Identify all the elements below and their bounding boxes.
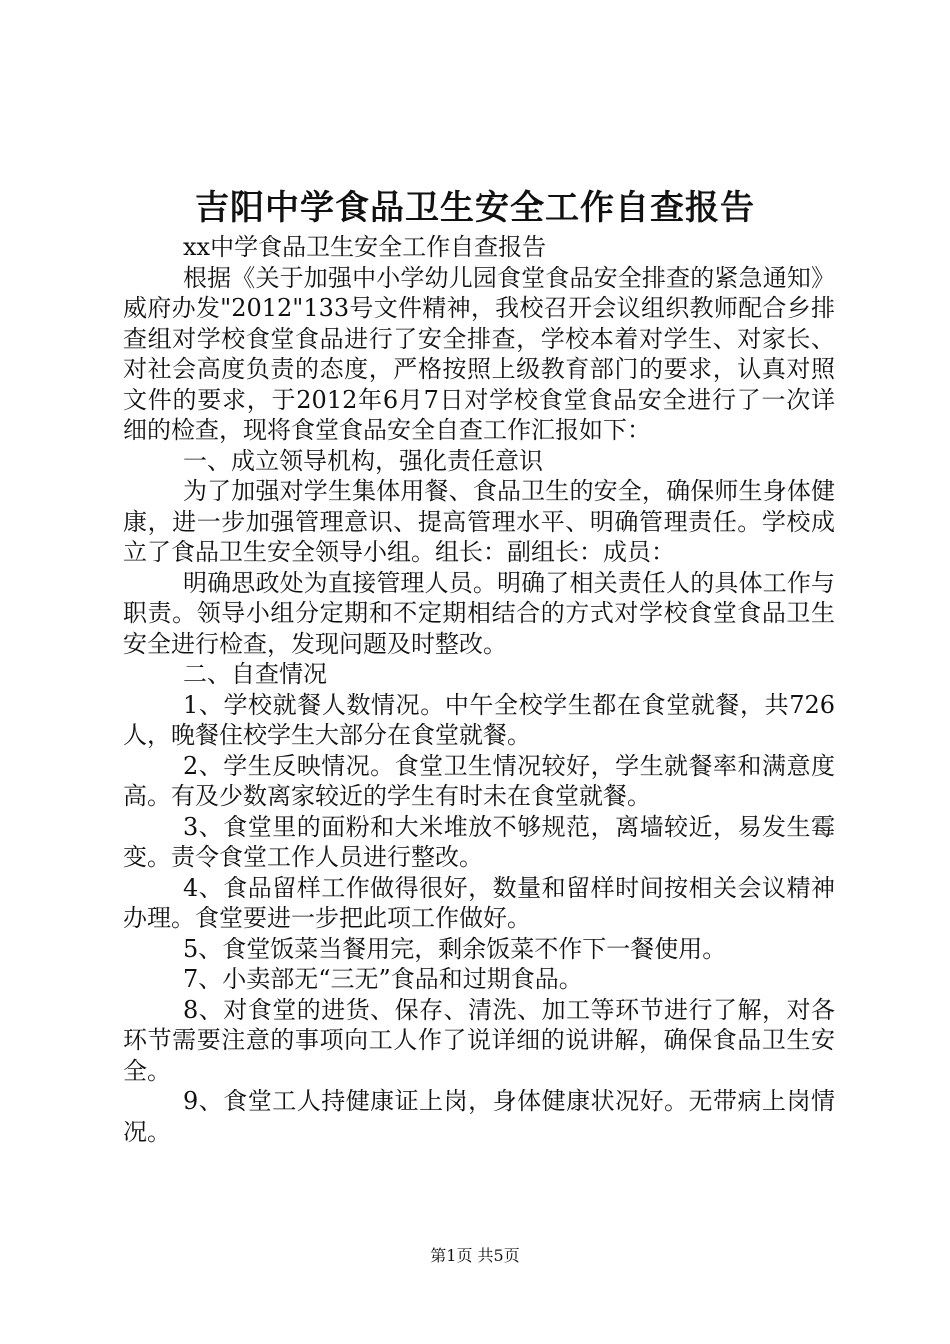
paragraph: 为了加强对学生集体用餐、食品卫生的安全，确保师生身体健康，进一步加强管理意识、提高管理水平、明确管理责任。学校成立了食品卫生安全领导小组。组长：副组长：成员： — [123, 477, 835, 566]
page-footer: 第1页 共5页 — [430, 1246, 520, 1265]
list-item: 2、学生反映情况。食堂卫生情况较好，学生就餐率和满意度高。有及少数离家较近的学生有时未在食堂就餐。 — [123, 751, 835, 810]
paragraph: 明确思政处为直接管理人员。明确了相关责任人的具体工作与职责。领导小组分定期和不定期相结合的方式对学校食堂食品卫生安全进行检查，发现问题及时整改。 — [123, 568, 835, 658]
list-item: 7、小卖部无“三无”食品和过期食品。 — [183, 965, 583, 993]
document-body — [123, 232, 835, 1147]
list-item: 4、食品留样工作做得很好，数量和留样时间按相关会议精神办理。食堂要进一步把此项工作做好。 — [123, 873, 835, 932]
section-heading-1: 一、成立领导机构，强化责任意识 — [183, 446, 543, 475]
list-item: 8、对食堂的进货、保存、清洗、加工等环节进行了解，对各环节需要注意的事项向工人作了说详细的说讲解，确保食品卫生安全。 — [123, 995, 835, 1085]
paragraph-subtitle: xx中学食品卫生安全工作自查报告 — [183, 233, 547, 261]
document-title: 吉阳中学食品卫生安全工作自查报告 — [195, 188, 755, 228]
section-heading-2: 二、自查情况 — [183, 660, 327, 688]
list-item: 5、食堂饭菜当餐用完，剩余饭菜不作下一餐使用。 — [183, 934, 727, 963]
list-item: 1、学校就餐人数情况。中午全校学生都在食堂就餐，共726人，晚餐住校学生大部分在食堂就餐。 — [123, 690, 835, 749]
paragraph-intro: 根据《关于加强中小学幼儿园食堂食品安全排查的紧急通知》威府办发"2012"133号文件精神，我校召开会议组织教师配合乡排查组对学校食堂食品进行了安全排查，学校本着对学生、对家长、对社会高度负责的态度，严格按照上级教育部门的要求，认真对照文件的要求，于2012年6月7日对学校食堂食品安全进行了一次详细的检查，现将食堂食品安全自查工作汇报如下： — [123, 263, 835, 444]
list-item: 3、食堂里的面粉和大米堆放不够规范，离墙较近，易发生霉变。责令食堂工作人员进行整改。 — [123, 812, 835, 871]
list-item: 9、食堂工人持健康证上岗，身体健康状况好。无带病上岗情况。 — [123, 1087, 835, 1146]
